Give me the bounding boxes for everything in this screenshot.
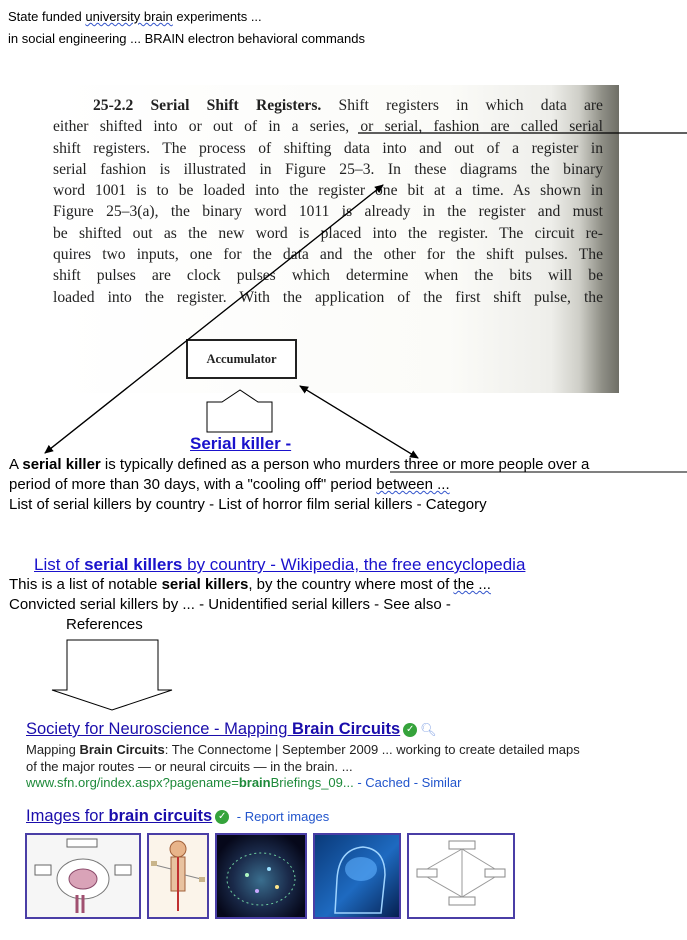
result-serial-killer-snippet xyxy=(9,455,687,495)
image-thumb-flow-diagram[interactable] xyxy=(407,833,515,919)
result-list-snippet: This is a list of notable serial killers, by the country where most of the ... xyxy=(9,576,491,593)
up-arrow-shape xyxy=(207,390,272,432)
snippet-line: A serial killer is typically defined as a person who murders three or more people over a xyxy=(9,456,590,473)
book-line: shift pulses are clock pulses which determine when the bits will be xyxy=(53,267,603,285)
image-thumb-glowing-brain[interactable] xyxy=(215,833,307,919)
header-line-2: in social engineering ... BRAIN electron behavioral commands xyxy=(8,31,365,46)
result-serial-killer-links[interactable]: List of serial killers by country - List of horror film serial killers - Category xyxy=(9,496,487,513)
cached-link[interactable]: Cached xyxy=(365,775,411,790)
book-heading: 25-2.2 Serial Shift Registers. xyxy=(93,97,322,114)
result-serial-killer-title[interactable]: Serial killer - xyxy=(190,434,292,453)
book-line: Figure 25–3(a), the binary word 1011 is already in the register and must xyxy=(53,203,603,221)
snippet-line: period of more than 30 days, with a "cooling off" period between ... xyxy=(9,476,450,493)
accumulator-arrow xyxy=(300,386,418,458)
book-line: 25-2.2 Serial Shift Registers. Shift registers in which data are xyxy=(93,97,603,114)
image-thumb-brain-diagram[interactable] xyxy=(25,833,141,919)
book-line: serial fashion is illustrated in Figure 25–3. In these diagrams the binary xyxy=(53,160,603,178)
image-thumb-anatomy-chart[interactable] xyxy=(147,833,209,919)
result-list-references[interactable]: References xyxy=(66,616,143,633)
book-line: word 1001 is to be loaded into the register one bit at a time. As shown in xyxy=(53,182,603,200)
similar-link[interactable]: Similar xyxy=(421,775,462,790)
magnifier-icon[interactable]: 🔍︎ xyxy=(420,721,437,737)
result-sfn-url: www.sfn.org/index.aspx?pagename=brainBriefings_09... - Cached - Similar xyxy=(26,775,462,790)
verified-check-icon: ✓ xyxy=(215,810,229,824)
snippet-line: of the major routes — or neural circuits — in the brain. ... xyxy=(26,759,353,774)
book-line: loaded into the register. With the application of the first shift pulse, the xyxy=(53,288,603,306)
images-header[interactable]: Images for brain circuits ✓ - Report images xyxy=(26,807,330,825)
report-images-link[interactable]: Report images xyxy=(244,809,330,824)
book-line: either shifted into or out of in a series, or serial, fashion are called serial xyxy=(53,118,603,136)
result-list-title[interactable]: List of serial killers by country - Wikipedia, the free encyclopedia xyxy=(34,555,526,574)
result-sfn-snippet xyxy=(26,741,580,775)
image-thumb-blue-head-scan[interactable] xyxy=(313,833,401,919)
header-line-1: State funded university brain experiments ... xyxy=(8,9,262,24)
accumulator-box: Accumulator xyxy=(186,339,297,379)
result-list-links[interactable]: Convicted serial killers by ... - Unidentified serial killers - See also - xyxy=(9,596,451,613)
verified-check-icon: ✓ xyxy=(403,723,417,737)
down-arrow-shape xyxy=(52,640,172,710)
book-line: shift registers. The process of shifting data into and out of a register in xyxy=(53,139,603,157)
book-line: quires two inputs, one for the data and the other for the shift pulses. The xyxy=(53,246,603,264)
book-line: be shifted out as the new word is placed into the register. The circuit re- xyxy=(53,224,603,242)
snippet-line: Mapping Brain Circuits: The Connectome | September 2009 ... working to create detailed maps xyxy=(26,742,580,757)
result-sfn-title[interactable]: Society for Neuroscience - Mapping Brain Circuits ✓ 🔍︎ xyxy=(26,720,437,738)
